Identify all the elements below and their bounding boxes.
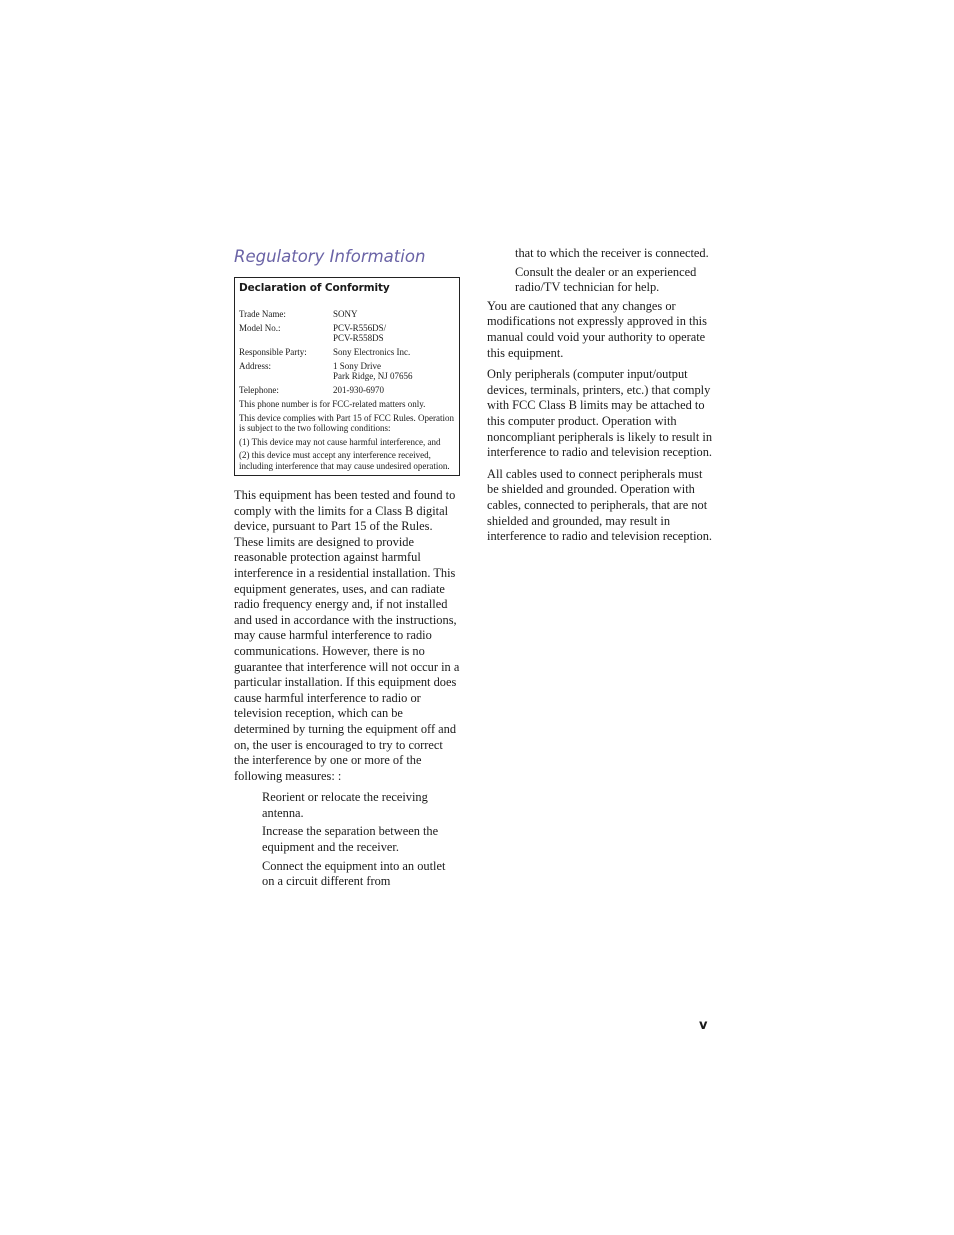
declaration-note: This device complies with Part 15 of FCC Rules. Operation is subject to the two following conditions: bbox=[239, 412, 454, 433]
measures-list-continued bbox=[487, 246, 713, 296]
right-column bbox=[487, 246, 713, 551]
field-trade-name bbox=[239, 309, 455, 319]
field-key: Responsible Party: bbox=[239, 347, 307, 357]
field-value: 201-930-6970 bbox=[333, 385, 384, 395]
body-paragraph: You are cautioned that any changes or modifications not expressly approved in this manual could void your authority to operate this equipment. bbox=[487, 298, 707, 360]
field-key: Trade Name: bbox=[239, 309, 286, 319]
field-key: Model No.: bbox=[239, 323, 281, 333]
page-number: v bbox=[699, 1018, 708, 1033]
declaration-box bbox=[234, 277, 460, 476]
left-column bbox=[234, 246, 460, 893]
declaration-title: Declaration of Conformity bbox=[239, 282, 390, 294]
field-address bbox=[239, 361, 455, 381]
list-item: Increase the separation between the equipment and the receiver. bbox=[262, 824, 439, 855]
field-value: SONY bbox=[333, 309, 358, 319]
field-value: PCV-R556DS/ PCV-R558DS bbox=[333, 323, 387, 343]
declaration-note: This phone number is for FCC-related matters only. bbox=[239, 399, 426, 409]
field-value: 1 Sony Drive Park Ridge, NJ 07656 bbox=[333, 361, 413, 381]
body-paragraph: This equipment has been tested and found to comply with the limits for a Class B digital device, pursuant to Part 15 of the Rules. These limits are designed to provide reasonable protection against harmful interference in a residential installation. This equipment generates, uses, and can radiate radio frequency energy and, if not installed and used in accordance with the instructions, may cause harmful interference to radio communications. However, there is no guarantee that interference will not occur in a particular installation. If this equipment does cause harmful interference to radio or television reception, which can be determined by turning the equipment off and on, the user is encouraged to try to correct the interference by one or more of the following measures: : bbox=[234, 488, 460, 783]
body-paragraph: Only peripherals (computer input/output devices, terminals, printers, etc.) that comply with FCC Class B limits may be attached to this computer product. Operation with noncompliant peripherals is likely to result in interference to radio and television reception. bbox=[487, 367, 713, 460]
field-model-no bbox=[239, 323, 455, 343]
list-item: Connect the equipment into an outlet on a circuit different from bbox=[262, 858, 446, 889]
field-responsible-party bbox=[239, 347, 455, 357]
field-key: Address: bbox=[239, 361, 271, 371]
field-key: Telephone: bbox=[239, 385, 279, 395]
list-item: Reorient or relocate the receiving antenna. bbox=[262, 790, 428, 820]
field-value: Sony Electronics Inc. bbox=[333, 347, 411, 357]
measures-list bbox=[234, 790, 460, 890]
section-title: Regulatory Information bbox=[234, 247, 426, 266]
list-item: Consult the dealer or an experienced radio/TV technician for help. bbox=[515, 264, 697, 295]
declaration-note: (2) this device must accept any interference received, including interference that may cause undesired operation. bbox=[239, 450, 450, 471]
list-item: that to which the receiver is connected. bbox=[515, 246, 709, 260]
field-telephone bbox=[239, 385, 455, 395]
body-paragraph: All cables used to connect peripherals must be shielded and grounded. Operation with cables, connected to peripherals, that are not shielded and grounded, may result in interference to radio and television reception. bbox=[487, 466, 712, 544]
declaration-note: (1) This device may not cause harmful interference, and bbox=[239, 436, 441, 447]
